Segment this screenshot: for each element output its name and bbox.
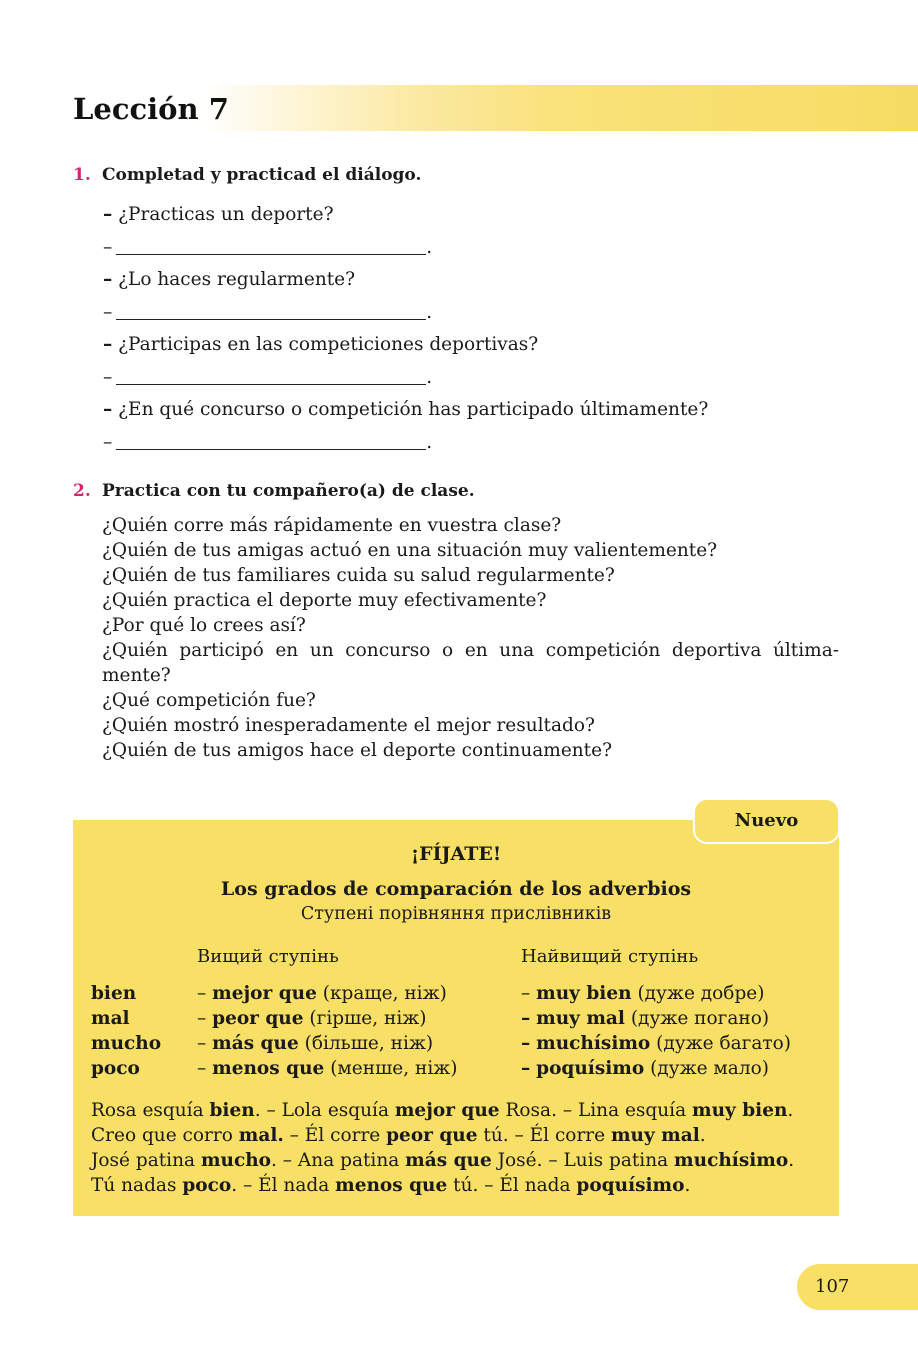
lesson-title: Lección 7: [73, 92, 229, 126]
exercise-2-instruction: Practica con tu compañero(a) de clase.: [102, 481, 475, 501]
adverb-comparative: – peor que (гірше, ніж): [197, 1008, 427, 1029]
example-sentence: José patina mucho. – Ana patina más que José. – Luis patina muchísimo.: [91, 1150, 795, 1171]
adverb-base: mucho: [91, 1033, 162, 1054]
adverb-base: poco: [91, 1058, 140, 1079]
dialog-question-line: – ¿Participas en las competiciones deportivas?: [103, 334, 539, 355]
question-item: ¿Quién participó en un concurso o en una competición deportiva última-mente?: [102, 640, 839, 686]
adverb-row: [0, 1031, 918, 1056]
dialog-question: ¿Participas en las competiciones deportivas?: [118, 334, 539, 355]
dialog-answer-line: – .: [103, 237, 433, 258]
question-item: ¿Quién de tus amigos hace el deporte continuamente?: [102, 740, 612, 761]
question-item: ¿Quién mostró inesperadamente el mejor resultado?: [102, 715, 595, 736]
dialog-question-line: – ¿Practicas un deporte?: [103, 204, 334, 225]
adverb-comparative: – menos que (менше, ніж): [197, 1058, 458, 1079]
exercise-1-heading: [73, 164, 421, 186]
dialog-question: ¿Practicas un deporte?: [118, 204, 334, 225]
answer-blank[interactable]: [116, 236, 426, 255]
question-item: ¿Quién de tus familiares cuida su salud regularmente?: [102, 565, 615, 586]
question-item: ¿Quién de tus amigas actuó en una situación muy valientemente?: [102, 540, 718, 561]
dialog-question-line: – ¿En qué concurso o competición has participado últimamente?: [103, 399, 709, 420]
dialog-answer-line: – .: [103, 432, 433, 453]
grammar-subtitle: Ступені порівняння прислівників: [300, 904, 612, 924]
adverb-base: bien: [91, 983, 137, 1004]
adverb-superlative: – muchísimo (дуже багато): [521, 1033, 791, 1054]
adverb-row: [0, 1056, 918, 1081]
dialog-exercise: [103, 201, 708, 461]
dialog-answer-line: – .: [103, 302, 433, 323]
example-sentence: Creo que corro mal. – Él corre peor que tú. – Él corre muy mal.: [91, 1125, 706, 1146]
exercise-1-instruction: Completad y practicad el diálogo.: [102, 165, 422, 185]
adverb-superlative: – poquísimo (дуже мало): [521, 1058, 769, 1079]
grammar-title: Los grados de comparación de los adverbios: [220, 878, 692, 900]
adverb-row: [0, 981, 918, 1006]
answer-blank[interactable]: [116, 431, 426, 450]
answer-blank[interactable]: [116, 366, 426, 385]
dialog-question: ¿En qué concurso o competición has participado últimamente?: [118, 399, 709, 420]
adverb-comparative: – más que (більше, ніж): [197, 1033, 434, 1054]
question-item: ¿Quién corre más rápidamente en vuestra clase?: [102, 515, 562, 536]
page-number: 107: [815, 1276, 850, 1297]
dialog-question-line: – ¿Lo haces regularmente?: [103, 269, 356, 290]
adverb-superlative: – muy mal (дуже погано): [521, 1008, 770, 1029]
dialog-question: ¿Lo haces regularmente?: [118, 269, 356, 290]
question-item: ¿Qué competición fue?: [102, 690, 316, 711]
superlative-column-header: Найвищий ступінь: [521, 946, 699, 967]
exercise-2-number: 2.: [73, 481, 91, 501]
answer-blank[interactable]: [116, 301, 426, 320]
adverb-superlative: – muy bien (дуже добре): [521, 983, 765, 1004]
question-item: ¿Quién practica el deporte muy efectivamente?: [102, 590, 547, 611]
nuevo-tab: Nuevo: [693, 798, 840, 844]
question-item: ¿Por qué lo crees así?: [102, 615, 306, 636]
adverb-row: [0, 1006, 918, 1031]
exercise-1-number: 1.: [73, 165, 91, 185]
adverb-base: mal: [91, 1008, 130, 1029]
example-sentence: Tú nadas poco. – Él nada menos que tú. – Él nada poquísimo.: [91, 1175, 691, 1196]
comparative-column-header: Вищий ступінь: [197, 946, 339, 967]
exercise-2-questions: [102, 513, 839, 763]
adverb-comparative: – mejor que (краще, ніж): [197, 983, 447, 1004]
exercise-2-heading: [73, 480, 475, 502]
dialog-answer-line: – .: [103, 367, 433, 388]
example-sentence: Rosa esquía bien. – Lola esquía mejor que Rosa. – Lina esquía muy bien.: [91, 1100, 794, 1121]
grammar-heading: ¡FÍJATE!: [410, 843, 502, 865]
grammar-examples: [91, 1098, 831, 1198]
